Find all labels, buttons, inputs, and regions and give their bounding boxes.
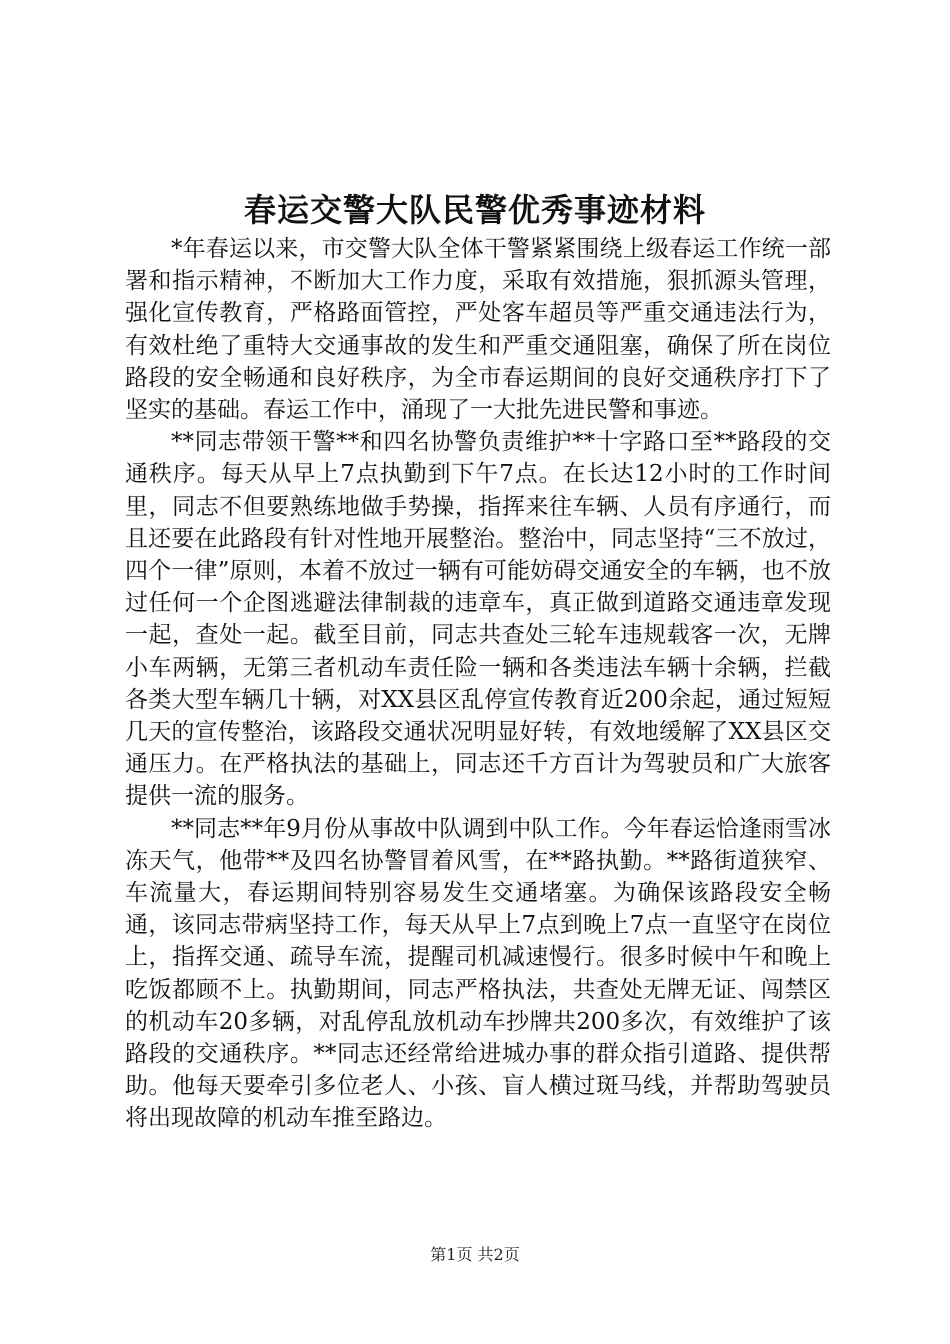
page-footer: 第1页 共2页 [430, 1245, 520, 1264]
paragraph-first-officer: **同志带领干警**和四名协警负责维护**十字路口至**路段的交通秩序。每天从早上7点执勤到下午7点。在长达12小时的工作时间里，同志不但要熟练地做手势操，指挥来往车辆、人员有序通行，而且还要在此路段有针对性地开展整治。整治中，同志坚持“三不放过，四个一律”原则，本着不放过一辆有可能妨碍交通安全的车辆，也不放过任何一个企图逃避法律制裁的违章车，真正做到道路交通违章发现一起，查处一起。截至目前，同志共查处三轮车违规载客一次，无牌小车两辆，无第三者机动车责任险一辆和各类违法车辆十余辆，拦截各类大型车辆几十辆，对XX县区乱停宣传教育近200余起，通过短短几天的宣传整治，该路段交通状况明显好转，有效地缓解了XX县区交通压力。在严格执法的基础上，同志还千方百计为驾驶员和广大旅客提供一流的服务。 [125, 429, 831, 810]
paragraph-intro: *年春运以来，市交警大队全体干警紧紧围绕上级春运工作统一部署和指示精神，不断加大工作力度，采取有效措施，狠抓源头管理，强化宣传教育，严格路面管控，严处客车超员等严重交通违法行为，有效杜绝了重特大交通事故的发生和严重交通阻塞，确保了所在岗位路段的安全畅通和良好秩序，为全市春运期间的良好交通秩序打下了坚实的基础。春运工作中，涌现了一大批先进民警和事迹。 [125, 236, 831, 424]
document-title: 春运交警大队民警优秀事迹材料 [243, 191, 706, 229]
paragraph-second-officer: **同志**年9月份从事故中队调到中队工作。今年春运恰逢雨雪冰冻天气，他带**及四名协警冒着风雪，在**路执勤。**路街道狭窄、车流量大，春运期间特别容易发生交通堵塞。为确保该路段安全畅通，该同志带病坚持工作，每天从早上7点到晚上7点一直坚守在岗位上，指挥交通、疏导车流，提醒司机减速慢行。很多时候中午和晚上吃饭都顾不上。执勤期间，同志严格执法，共查处无牌无证、闯禁区的机动车20多辆，对乱停乱放机动车抄牌共200多次，有效维护了该路段的交通秩序。**同志还经常给进城办事的群众指引道路、提供帮助。他每天要牵引多位老人、小孩、盲人横过斑马线，并帮助驾驶员将出现故障的机动车推至路边。 [125, 815, 831, 1132]
document-body [125, 233, 831, 1135]
